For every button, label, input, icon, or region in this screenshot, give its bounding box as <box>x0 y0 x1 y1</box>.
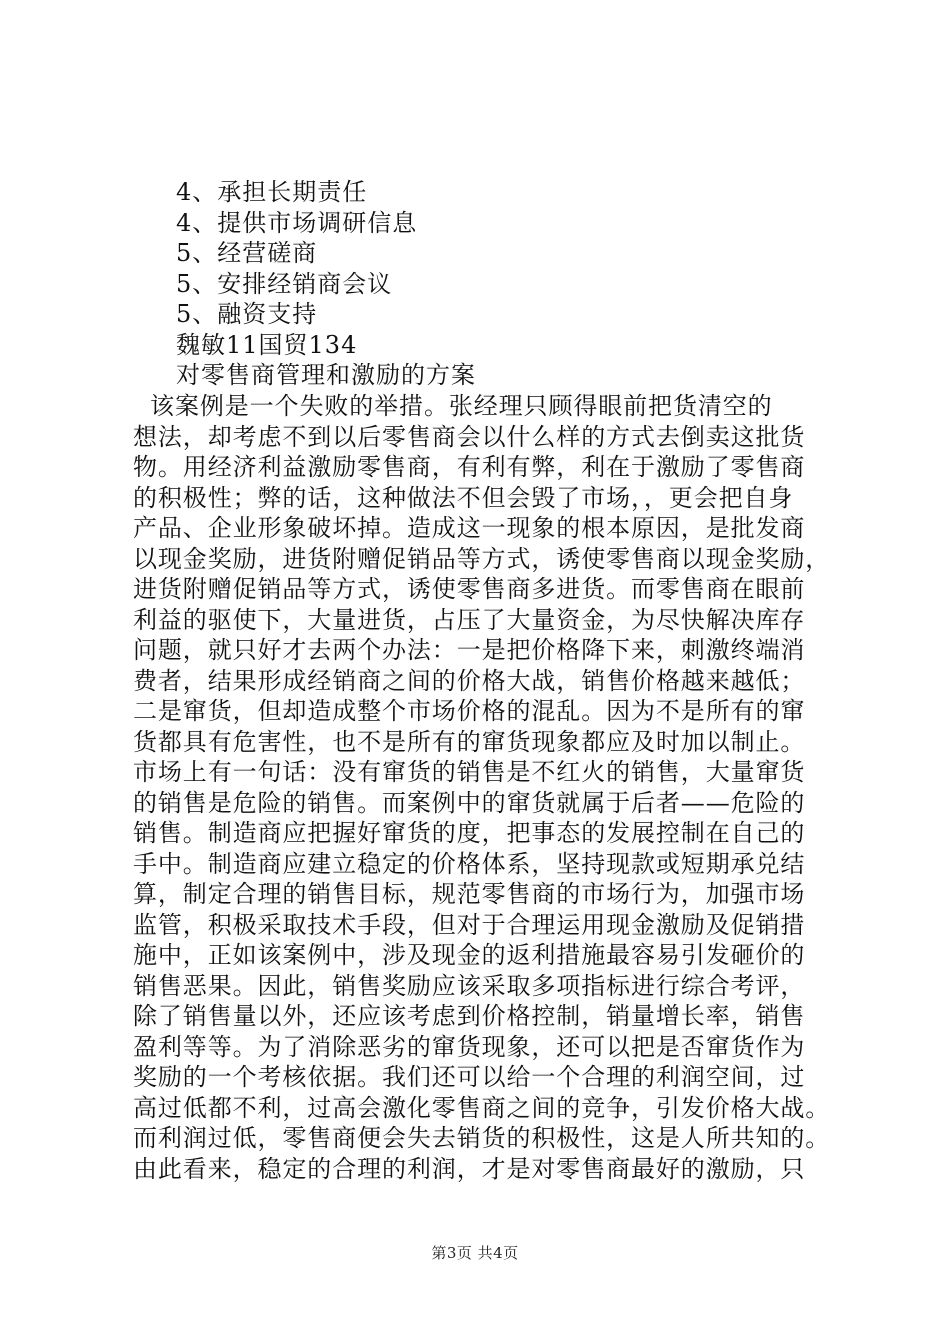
paragraph-line: 算，制定合理的销售目标，规范零售商的市场行为，加强市场 <box>133 880 806 908</box>
list-block <box>176 177 856 391</box>
paragraph-line: 市场上有一句话：没有窜货的销售是不红火的销售，大量窜货 <box>133 758 806 786</box>
list-item: 4、提供市场调研信息 <box>176 208 418 237</box>
paragraph-line: 手中。制造商应建立稳定的价格体系，坚持现款或短期承兑结 <box>133 849 806 878</box>
paragraph-line: 问题，就只好才去两个办法：一是把价格降下来，刺激终端消 <box>133 636 806 664</box>
paragraph-line: 奖励的一个考核依据。我们还可以给一个合理的利润空间，过 <box>133 1063 806 1091</box>
paragraph-line: 想法，却考虑不到以后零售商会以什么样的方式去倒卖这批货 <box>133 422 806 451</box>
paragraph-line: 高过低都不利，过高会激化零售商之间的竞争，引发价格大战。 <box>133 1093 831 1122</box>
paragraph-line: 的积极性；弊的话，这种做法不但会毁了市场，，更会把自身 <box>133 483 794 512</box>
paragraph-line: 产品、企业形象破坏掉。造成这一现象的根本原因，是批发商 <box>133 514 806 542</box>
paragraph-line: 利益的驱使下，大量进货，占压了大量资金，为尽快解决库存 <box>133 605 806 634</box>
paragraph-line: 盈利等等。为了消除恶劣的窜货现象，还可以把是否窜货作为 <box>133 1032 806 1061</box>
paragraph-line: 进货附赠促销品等方式，诱使零售商多进货。而零售商在眼前 <box>133 575 806 603</box>
paragraph-line: 以现金奖励，进货附赠促销品等方式，诱使零售商以现金奖励， <box>133 544 831 573</box>
body-paragraph <box>133 391 833 1184</box>
page-footer: 第3页 共4页 <box>431 1244 519 1262</box>
paragraph-line: 货都具有危害性，也不是所有的窜货现象都应及时加以制止。 <box>133 727 806 756</box>
paragraph-line: 二是窜货，但却造成整个市场价格的混乱。因为不是所有的窜 <box>133 697 806 725</box>
paragraph-line: 由此看来，稳定的合理的利润，才是对零售商最好的激励，只 <box>133 1154 806 1183</box>
author-line: 魏敏11国贸134 <box>176 330 358 359</box>
paragraph-line: 而利润过低，零售商便会失去销货的积极性，这是人所共知的。 <box>133 1124 831 1152</box>
paragraph-line: 监管，积极采取技术手段，但对于合理运用现金激励及促销措 <box>133 910 806 939</box>
section-title: 对零售商管理和激励的方案 <box>176 361 476 389</box>
list-item: 4、承担长期责任 <box>176 178 368 206</box>
list-item: 5、安排经销商会议 <box>176 269 393 298</box>
paragraph-line: 物。用经济利益激励零售商，有利有弊，利在于激励了零售商 <box>133 453 806 481</box>
paragraph-line: 该案例是一个失败的举措。张经理只顾得眼前把货清空的 <box>133 392 773 420</box>
paragraph-line: 施中，正如该案例中，涉及现金的返利措施最容易引发砸价的 <box>133 941 806 969</box>
paragraph-line: 销售。制造商应把握好窜货的度，把事态的发展控制在自己的 <box>133 819 806 847</box>
list-item: 5、经营磋商 <box>176 239 318 267</box>
paragraph-line: 除了销售量以外，还应该考虑到价格控制，销量增长率，销售 <box>133 1002 806 1030</box>
paragraph-line: 的销售是危险的销售。而案例中的窜货就属于后者——危险的 <box>133 788 806 817</box>
list-item: 5、融资支持 <box>176 300 318 328</box>
paragraph-line: 销售恶果。因此，销售奖励应该采取多项指标进行综合考评， <box>133 971 806 1000</box>
paragraph-line: 费者，结果形成经销商之间的价格大战，销售价格越来越低； <box>133 666 806 695</box>
